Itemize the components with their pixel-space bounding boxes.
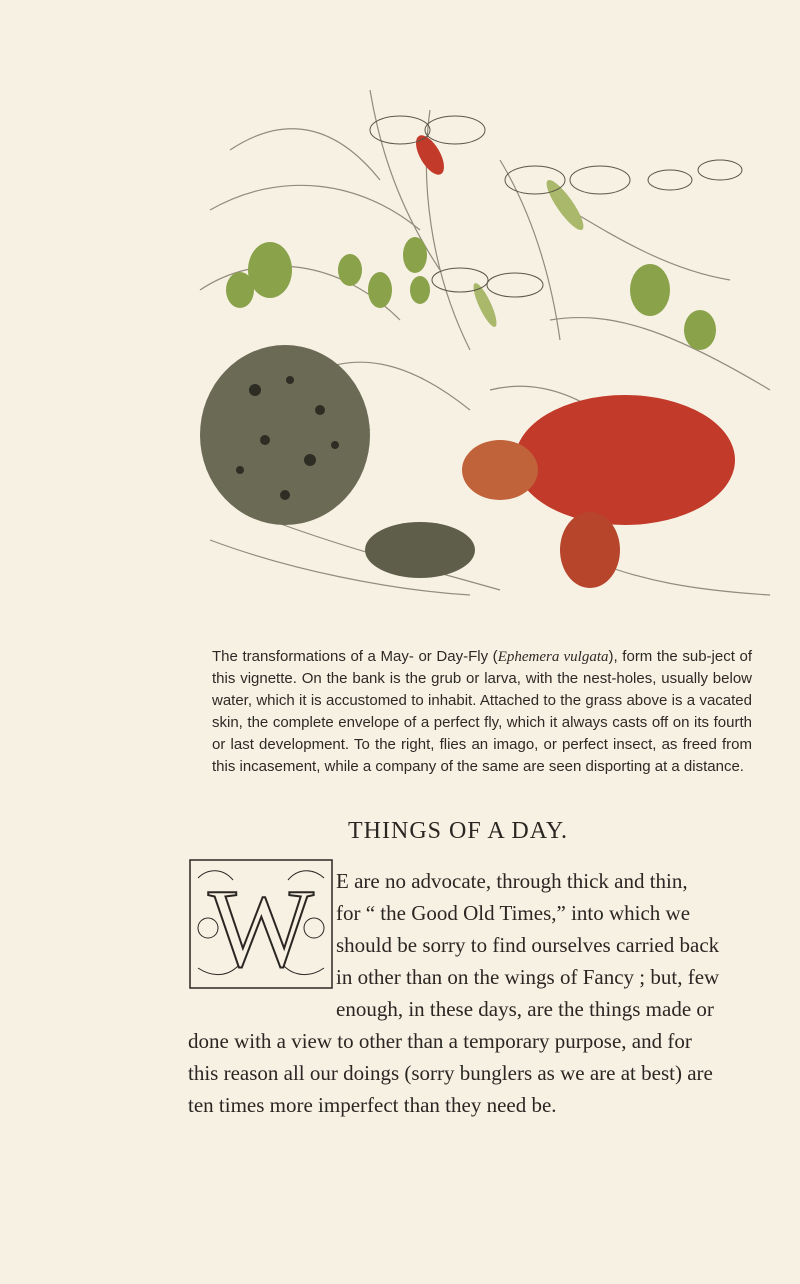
caption-rest: ), form the sub-ject of this vignette. On the bank is the grub or larva, with the nest-holes, usually below water, which it is accustomed to inhabit. Attached to the grass above is a vacated skin, the complete envelope of a perfect fly, which it always casts off on its fourth or last development. To the right, flies an imago, or perfect insect, as freed from this incasement, while a company of the same are seen disporting at a distance. <box>212 648 753 775</box>
body-line-4: in other than on the wings of Fancy ; but, few <box>336 965 720 989</box>
svg-text:W: W <box>208 867 314 990</box>
body-line-2: for “ the Good Old Times,” into which we <box>336 901 691 925</box>
body-line-1: E are no advocate, through thick and thin, <box>336 869 688 893</box>
caption-species-name: Ephemera vulgata <box>497 649 609 665</box>
caption-lead: The transformations of a May- or Day-Fly ( <box>212 648 498 665</box>
body-line-3: should be sorry to find ourselves carried back <box>336 933 720 957</box>
ornamental-dropcap-w <box>188 858 334 990</box>
chapter-heading: THINGS OF A DAY. <box>348 818 569 844</box>
body-line-8: ten times more imperfect than they need be. <box>188 1093 557 1117</box>
mayfly-vignette-illustration <box>170 90 785 620</box>
body-line-6: done with a view to other than a temporary purpose, and for <box>188 1029 692 1053</box>
body-line-7: this reason all our doings (sorry bunglers as we are at best) are <box>188 1061 713 1085</box>
illustration-caption <box>212 646 752 778</box>
body-line-5: enough, in these days, are the things made or <box>336 997 714 1021</box>
